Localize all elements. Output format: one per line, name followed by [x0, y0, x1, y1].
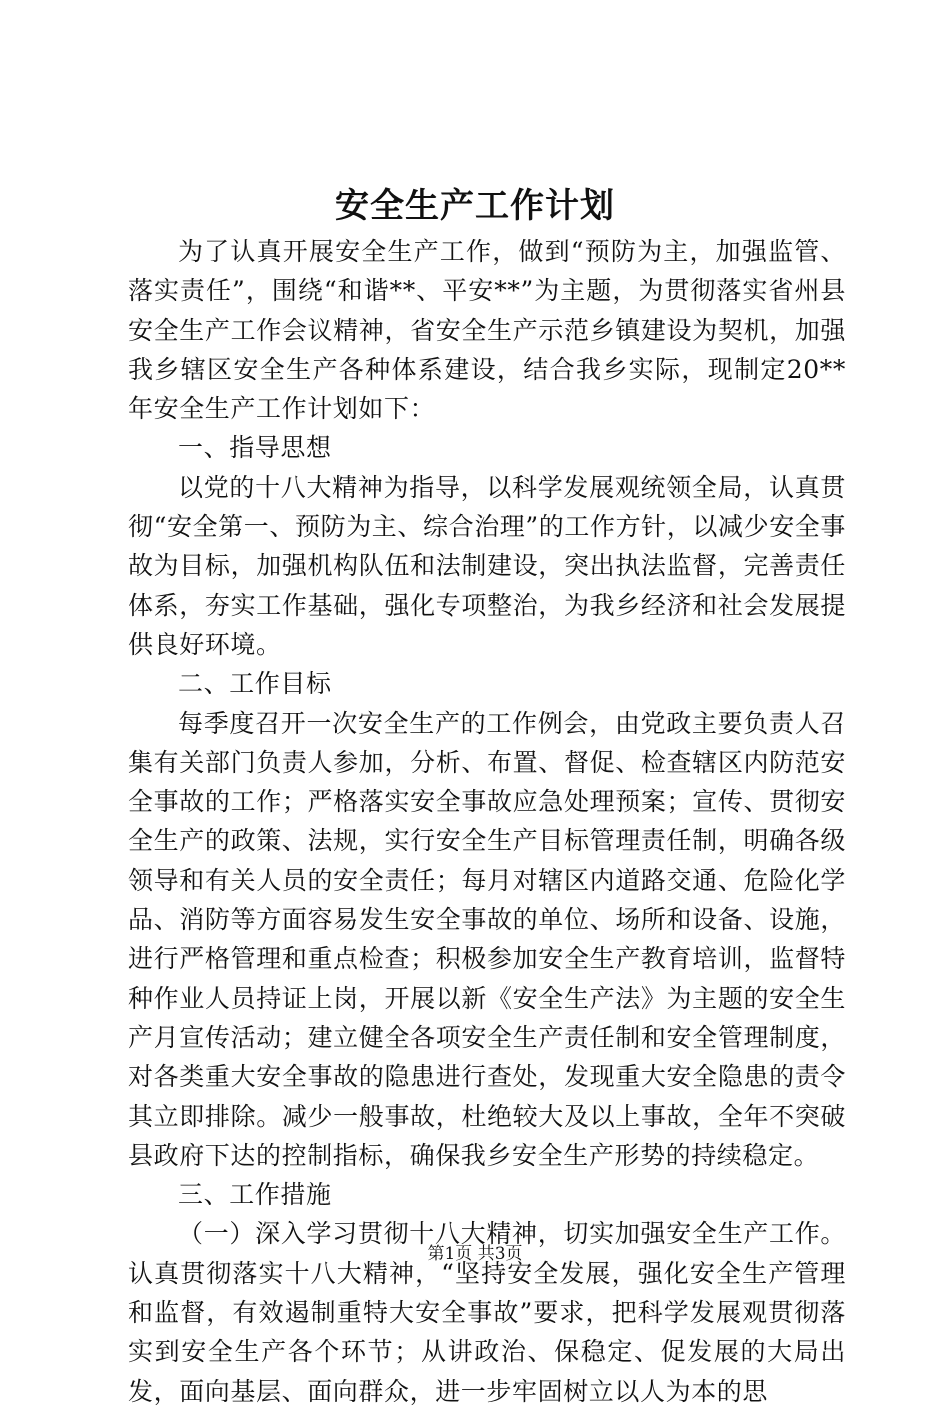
- guiding-thought-paragraph: 以党的十八大精神为指导，以科学发展观统领全局，认真贯彻“安全第一、预防为主、综合治理”的工作方针，以减少安全事故为目标，加强机构队伍和法制建设，突出执法监督，完善责任体系，夯实工作基础，强化专项整治，为我乡经济和社会发展提供良好环境。: [128, 472, 846, 659]
- intro-paragraph: 为了认真开展安全生产工作，做到“预防为主，加强监管、落实责任”，围绕“和谐**、平安**”为主题，为贯彻落实省州县安全生产工作会议精神，省安全生产示范乡镇建设为契机，加强我乡辖区安全生产各种体系建设，结合我乡实际，现制定20**年安全生产工作计划如下：: [128, 237, 846, 424]
- work-goals-paragraph: 每季度召开一次安全生产的工作例会，由党政主要负责人召集有关部门负责人参加，分析、布置、督促、检查辖区内防范安全事故的工作；严格落实安全事故应急处理预案；宣传、贯彻安全生产的政策、法规，实行安全生产目标管理责任制，明确各级领导和有关人员的安全责任；每月对辖区内道路交通、危险化学品、消防等方面容易发生安全事故的单位、场所和设备、设施，进行严格管理和重点检查；积极参加安全生产教育培训，监督特种作业人员持证上岗，开展以新《安全生产法》为主题的安全生产月宣传活动；建立健全各项安全生产责任制和安全管理制度，对各类重大安全事故的隐患进行查处，发现重大安全隐患的责令其立即排除。减少一般事故，杜绝较大及以上事故，全年不突破县政府下达的控制指标，确保我乡安全生产形势的持续稳定。: [128, 708, 846, 1170]
- section-heading-work-measures: 三、工作措施: [178, 1180, 332, 1210]
- section-heading-work-goals: 二、工作目标: [178, 669, 332, 699]
- document-body: [128, 232, 846, 1411]
- section-heading-guiding-thought: 一、指导思想: [178, 433, 332, 463]
- work-measures-paragraph: （一）深入学习贯彻十八大精神，切实加强安全生产工作。认真贯彻落实十八大精神，“坚持安全发展，强化安全生产管理和监督，有效遏制重特大安全事故”要求，把科学发展观贯彻落实到安全生产各个环节；从讲政治、保稳定、促发展的大局出发，面向基层、面向群众，进一步牢固树立以人为本的思: [128, 1219, 846, 1406]
- page-number-footer: 第1页 共3页: [427, 1244, 523, 1264]
- document-title: 安全生产工作计划: [335, 186, 615, 226]
